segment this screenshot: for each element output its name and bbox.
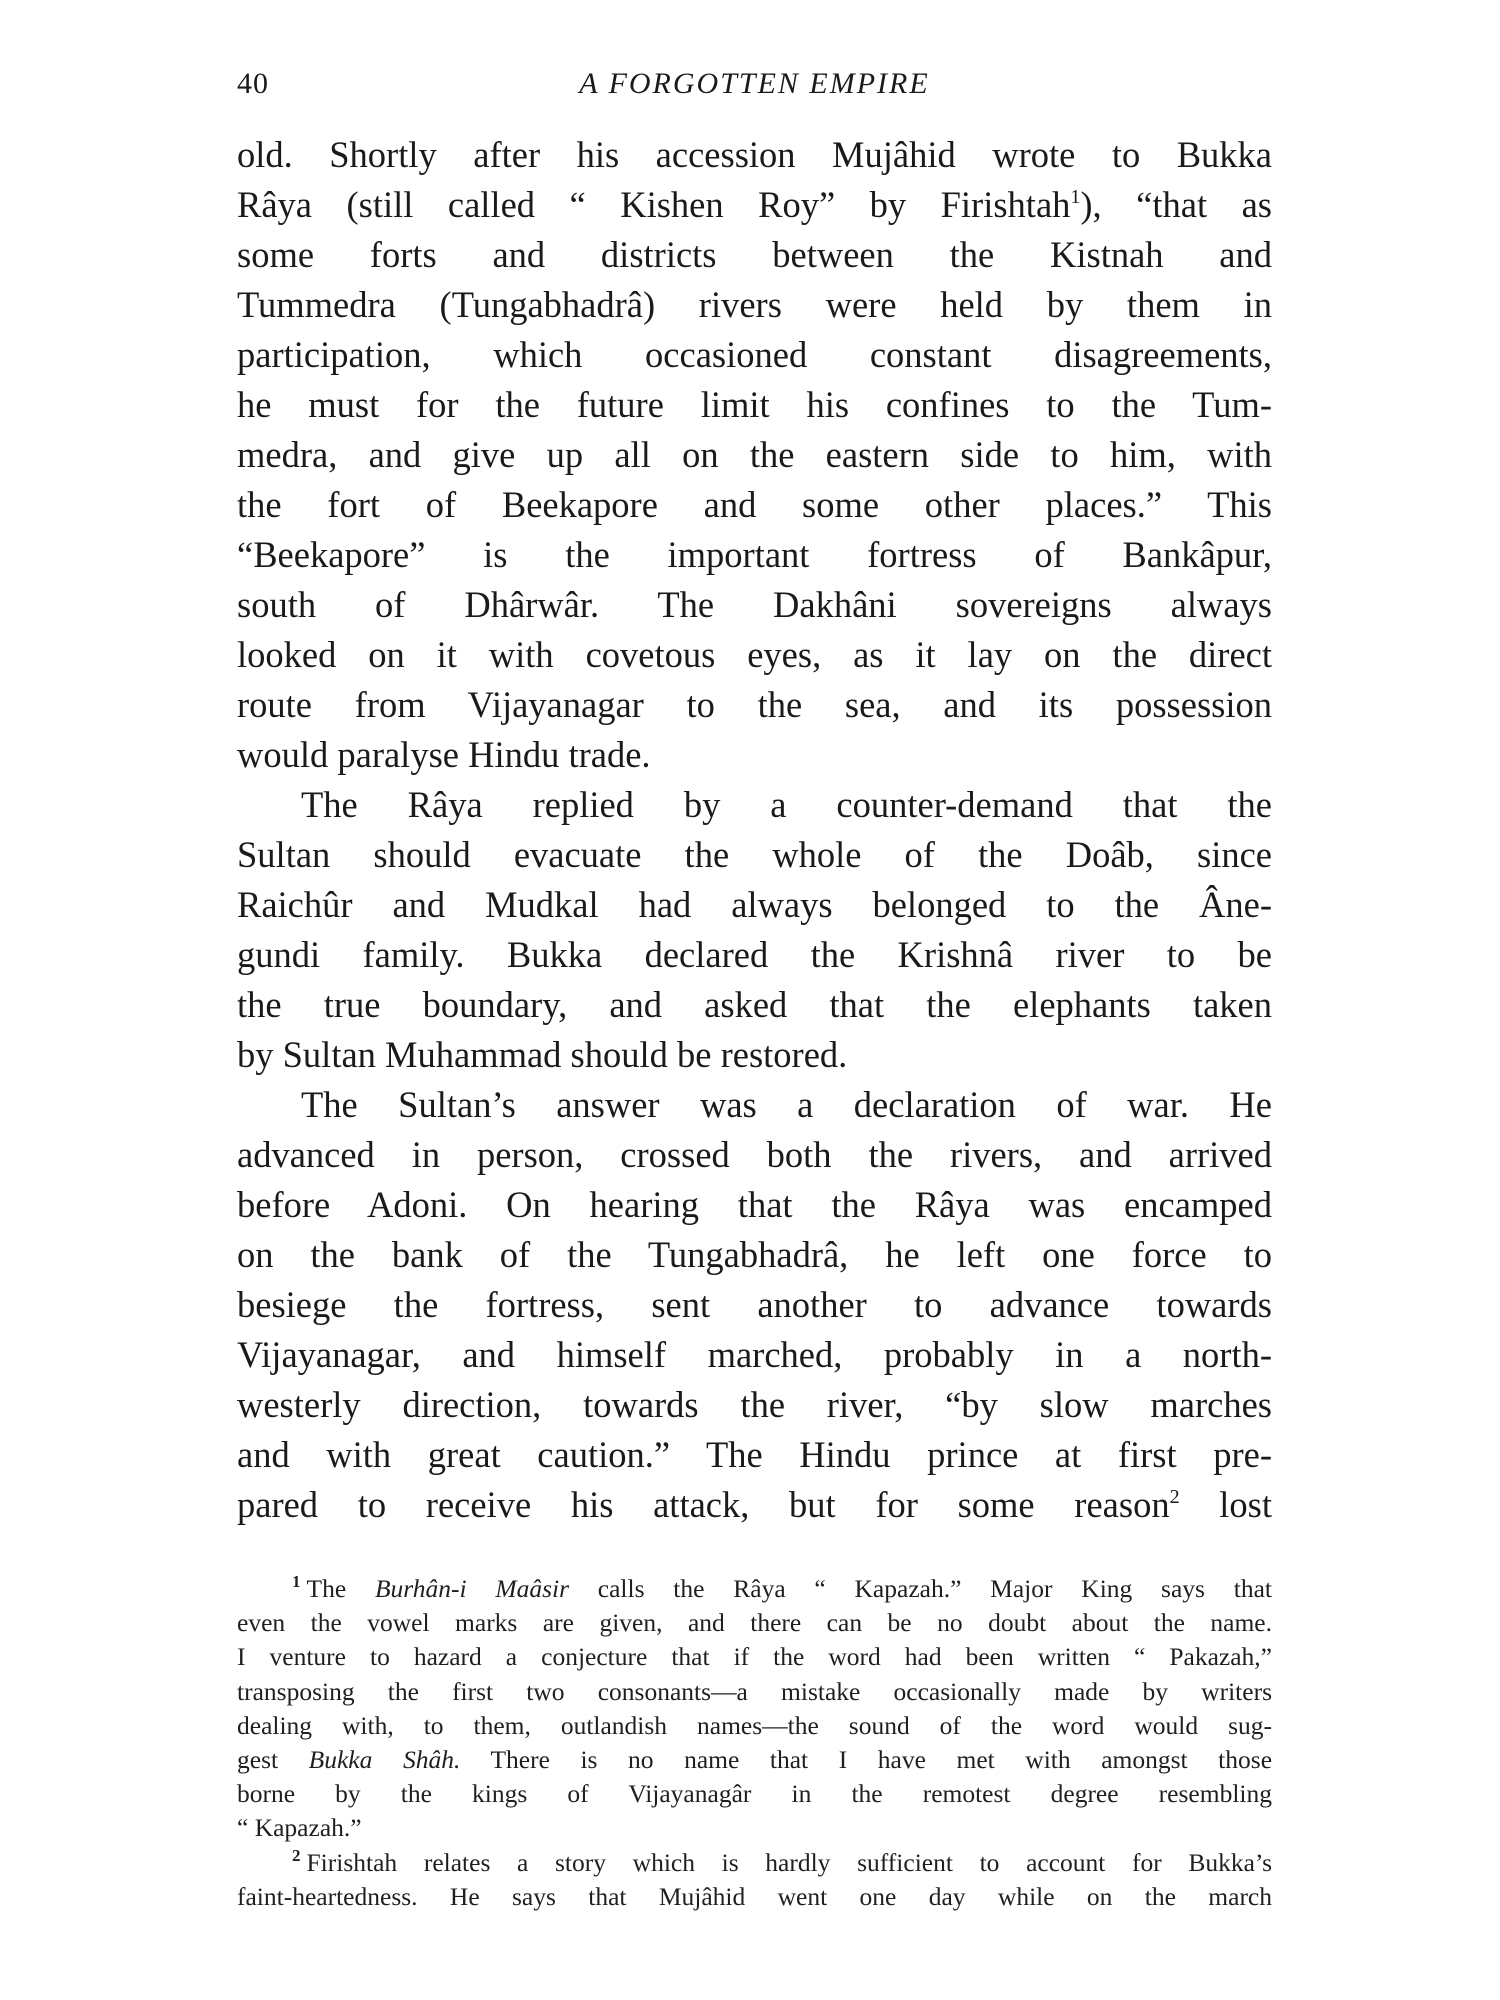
text-line: Râya (still called “ Kishen Roy” by Firishtah$^1$), “that as [237, 184, 1272, 225]
text-line: gundi family. Bukka declared the Krishnâ river to be [237, 934, 1272, 975]
text-line: old. Shortly after his accession Mujâhid wrote to Bukka [237, 134, 1272, 175]
footnotes [237, 1572, 1272, 1914]
footnote-marker: 1 [292, 1572, 301, 1591]
text-line: besiege the fortress, sent another to advance towards [237, 1284, 1272, 1325]
footnote-1 [237, 1572, 1272, 1846]
text-line: Tummedra (Tungabhadrâ) rivers were held by them in [237, 284, 1272, 325]
book-title: A FORGOTTEN EMPIRE [579, 67, 930, 100]
text-line: Sultan should evacuate the whole of the Doâb, since [237, 834, 1272, 875]
footnote-line: transposing the first two consonants—a mistake occasionally made by writers [237, 1676, 1272, 1706]
text-line: looked on it with covetous eyes, as it lay on the direct [237, 634, 1272, 675]
footnote-2 [237, 1846, 1272, 1914]
footnote-marker: 2 [292, 1845, 301, 1865]
text-line: “Beekapore” is the important fortress of Bankâpur, [237, 534, 1272, 575]
text-line: south of Dhârwâr. The Dakhâni sovereigns always [237, 584, 1272, 625]
page-number: 40 [237, 67, 269, 100]
text-line: The Sultan’s answer was a declaration of war. He [301, 1084, 1272, 1125]
footnote-line: I venture to hazard a conjecture that if the word had been written “ Pakazah,” [237, 1642, 1272, 1672]
footnote-line: “ Kapazah.” [237, 1813, 362, 1843]
text-line: medra, and give up all on the eastern side to him, with [237, 434, 1272, 475]
text-line: the fort of Beekapore and some other places.” This [237, 484, 1272, 525]
text-line: route from Vijayanagar to the sea, and its possession [237, 684, 1272, 725]
text-line: the true boundary, and asked that the elephants taken [237, 984, 1272, 1025]
footnote-line: dealing with, to them, outlandish names—the sound of the word would sug- [237, 1710, 1272, 1740]
paragraph [237, 780, 1272, 1080]
text-line: The Râya replied by a counter-demand that the [301, 784, 1272, 825]
footnote-reference[interactable]: 1 [1070, 186, 1081, 208]
paragraph [237, 1080, 1272, 1530]
footnote-line: borne by the kings of Vijayanagâr in the remotest degree resembling [237, 1779, 1272, 1809]
italic-title: Bukka Shâh. [308, 1744, 461, 1774]
text-line: by Sultan Muhammad should be restored. [237, 1034, 848, 1075]
footnote-reference[interactable]: 2 [1169, 1486, 1180, 1508]
text-line: pared to receive his attack, but for some reason$^2$ lost [237, 1484, 1272, 1525]
footnote-line: faint-heartedness. He says that Mujâhid went one day while on the march [237, 1881, 1272, 1911]
text-line: westerly direction, towards the river, “by slow marches [237, 1384, 1272, 1425]
footnote-line: $^1$ The Burhân-i Maâsir calls the Râya “ Kapazah.” Major King says that [292, 1572, 1272, 1603]
text-line: and with great caution.” The Hindu prince at first pre- [237, 1434, 1272, 1475]
footnote-line: gest Bukka Shâh. There is no name that I have met with amongst those [237, 1744, 1273, 1774]
text-line: some forts and districts between the Kistnah and [237, 234, 1272, 275]
text-line: Raichûr and Mudkal had always belonged to the Âne- [237, 884, 1272, 925]
running-head [237, 62, 1272, 106]
text-line: on the bank of the Tungabhadrâ, he left one force to [237, 1234, 1272, 1275]
text-line: Vijayanagar, and himself marched, probably in a north- [237, 1334, 1272, 1375]
text-line: before Adoni. On hearing that the Râya was encamped [237, 1184, 1272, 1225]
text-line: advanced in person, crossed both the rivers, and arrived [237, 1134, 1272, 1175]
text-line: participation, which occasioned constant disagreements, [237, 334, 1272, 375]
text-line: he must for the future limit his confines to the Tum- [237, 384, 1272, 425]
footnote-line: $^2$ Firishtah relates a story which is hardly sufficient to account for Bukka’s [292, 1845, 1272, 1877]
footnote-line: even the vowel marks are given, and there can be no doubt about the name. [237, 1608, 1272, 1638]
italic-title: Burhân-i Maâsir [374, 1574, 570, 1603]
paragraph [237, 130, 1272, 780]
text-line: would paralyse Hindu trade. [237, 734, 651, 775]
body-text [237, 130, 1272, 1530]
